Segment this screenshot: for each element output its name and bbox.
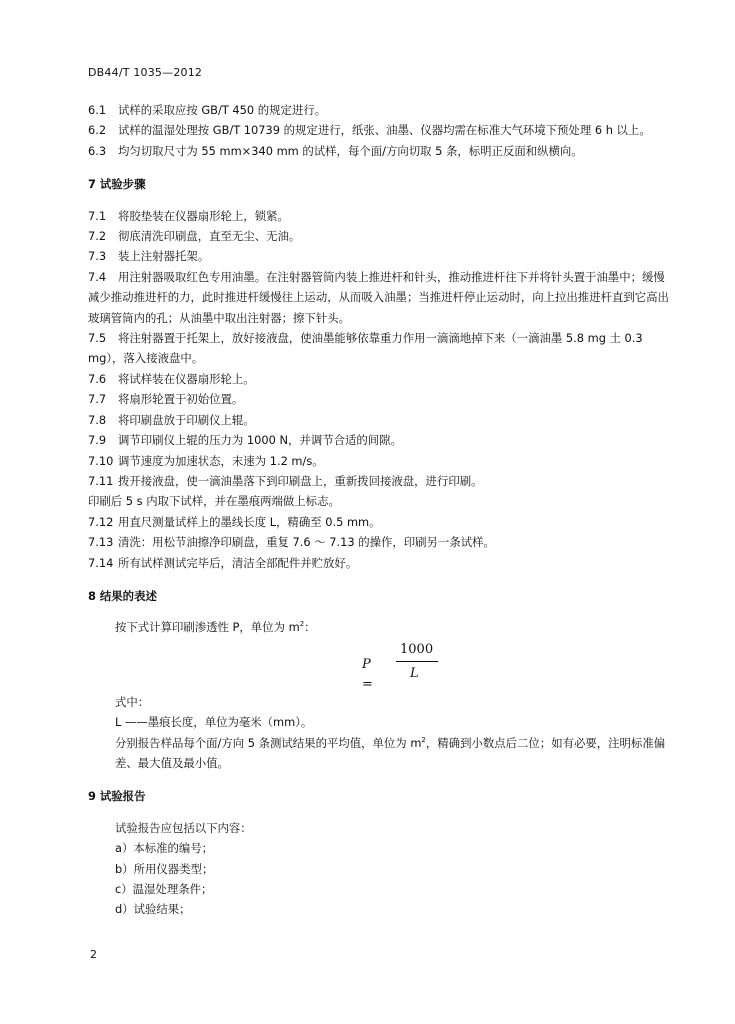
clause-7-6 xyxy=(88,369,673,389)
clause-6-2 xyxy=(88,120,673,140)
clause-text: 印刷后 5 s 内取下试样，并在墨痕两端做上标志。 xyxy=(88,494,340,509)
clause-text: 彻底清洗印刷盘，直至无尘、无油。 xyxy=(118,229,301,244)
section-heading-7: 7 试验步骤 xyxy=(88,177,146,192)
report-item: b）所用仪器类型； xyxy=(115,861,214,876)
clause-7-4 xyxy=(88,267,673,328)
clause-text: 将试样装在仪器扇形轮上。 xyxy=(118,371,255,386)
result-report-paragraph xyxy=(88,733,673,774)
clause-number: 7.3 xyxy=(88,249,107,264)
clause-number: 7.1 xyxy=(88,208,107,223)
clause-text: 装上注射器托架。 xyxy=(118,249,210,264)
clause-text: 将注射器置于托架上，放好接液盘，使油墨能够依靠重力作用一滴滴地掉下来（一滴油墨 5.8 mg 土 0.3 mg），落入接液盘中。 xyxy=(88,331,643,366)
document-code: DB44/T 1035—2012 xyxy=(88,66,203,79)
formula-numerator: 1000 xyxy=(400,641,434,657)
clause-text: 将胶垫装在仪器扇形轮上，锁紧。 xyxy=(118,208,289,223)
unit-superscript: 2 xyxy=(421,735,426,744)
clause-7-11-continued xyxy=(88,491,673,511)
formula-denominator: L xyxy=(410,665,419,681)
clause-number: 7.11 xyxy=(88,473,114,488)
section-heading-9: 9 试验报告 xyxy=(88,789,146,804)
formula-lhs: P = xyxy=(362,656,373,693)
clause-text: 调节速度为加速状态，末速为 1.2 m/s。 xyxy=(118,453,324,468)
clause-number: 7.7 xyxy=(88,392,107,407)
report-intro: 试验报告应包括以下内容： xyxy=(115,820,252,835)
document-body xyxy=(88,100,673,920)
clause-number: 7.5 xyxy=(88,331,107,346)
clause-number: 7.9 xyxy=(88,433,107,448)
clause-number: 7.12 xyxy=(88,514,114,529)
clause-text: 调节印刷仪上辊的压力为 1000 N，并调节合适的间隙。 xyxy=(118,433,402,448)
unit-superscript: 2 xyxy=(299,620,305,629)
clause-number: 6.1 xyxy=(88,103,107,117)
section-heading-8: 8 结果的表述 xyxy=(88,588,157,603)
clause-6-1 xyxy=(88,100,673,120)
clause-7-7 xyxy=(88,389,673,409)
result-report-text-end: ，精确到小数点后二位；如有必要，注明标准偏差、最大值及最小值。 xyxy=(115,735,666,770)
formula-intro xyxy=(88,617,673,637)
clause-text: 用注射器吸取红色专用油墨。在注射器管筒内装上推进杆和针头，推动推进杆往下并将针头置于油墨中；缓慢减少推动推进杆的力，此时推进杆缓慢往上运动，从而吸入油墨；当推进杆停止运动时，向上拉出推进杆直到它高出玻璃管筒内的孔；从油墨中取出注射器；擦下针头。 xyxy=(88,269,669,325)
clause-number: 7.8 xyxy=(88,412,107,427)
clause-text: 所有试样测试完毕后，清洁全部配件并贮放好。 xyxy=(118,555,358,570)
clause-7-2 xyxy=(88,226,673,246)
clause-7-14 xyxy=(88,553,673,573)
clause-7-8 xyxy=(88,410,673,430)
clause-text: 试样的温湿处理按 GB/T 10739 的规定进行，纸张、油墨、仪器均需在标准大气环境下预处理 6 h 以上。 xyxy=(118,123,651,138)
report-item: d）试验结果； xyxy=(115,902,191,917)
clause-number: 7.6 xyxy=(88,371,107,386)
clause-text: 将扇形轮置于初始位置。 xyxy=(118,392,244,407)
clause-text: 均匀切取尺寸为 55 mm×340 mm 的试样，每个面/方向切取 5 条，标明正反面和纵横向。 xyxy=(118,143,583,158)
clause-number: 7.4 xyxy=(88,269,107,284)
clause-7-9 xyxy=(88,430,673,450)
clause-text: 用直尺测量试样上的墨线长度 L，精确至 0.5 mm。 xyxy=(118,514,381,529)
clause-6-3 xyxy=(88,141,673,161)
formula-where: 式中： xyxy=(115,694,150,709)
clause-7-5 xyxy=(88,328,673,369)
clause-number: 6.3 xyxy=(88,143,107,158)
clause-number: 7.10 xyxy=(88,453,114,468)
report-item: c）温湿处理条件； xyxy=(115,882,213,896)
clause-7-13 xyxy=(88,532,673,552)
clause-7-11 xyxy=(88,471,673,491)
report-item: a）本标准的编号； xyxy=(115,841,214,856)
clause-number: 7.13 xyxy=(88,535,114,550)
formula-intro-end: ： xyxy=(304,620,316,635)
clause-number: 7.14 xyxy=(88,555,114,570)
clause-number: 6.2 xyxy=(88,123,107,138)
clause-text: 试样的采取应按 GB/T 450 的规定进行。 xyxy=(118,103,327,117)
fraction-bar xyxy=(396,661,438,662)
clause-text: 将印刷盘放于印刷仪上辊。 xyxy=(118,412,255,427)
formula-intro-text: 按下式计算印刷渗透性 P，单位为 m xyxy=(115,620,300,635)
clause-7-3 xyxy=(88,246,673,266)
clause-7-10 xyxy=(88,451,673,471)
clause-number: 7.2 xyxy=(88,229,107,244)
result-report-text: 分别报告样品每个面/方向 5 条测试结果的平均值，单位为 m xyxy=(115,735,422,750)
clause-7-1 xyxy=(88,206,673,226)
clause-text: 拨开接液盘，使一滴油墨落下到印刷盘上，重新拨回接液盘，进行印刷。 xyxy=(118,473,483,488)
clause-7-12 xyxy=(88,512,673,532)
page-number: 2 xyxy=(90,948,97,961)
formula xyxy=(88,640,673,692)
clause-text: 清洗：用松节油擦净印刷盘，重复 7.6 ～ 7.13 的操作，印刷另一条试样。 xyxy=(118,535,495,550)
variable-definition: L ——墨痕长度，单位为毫米（mm）。 xyxy=(115,715,313,730)
